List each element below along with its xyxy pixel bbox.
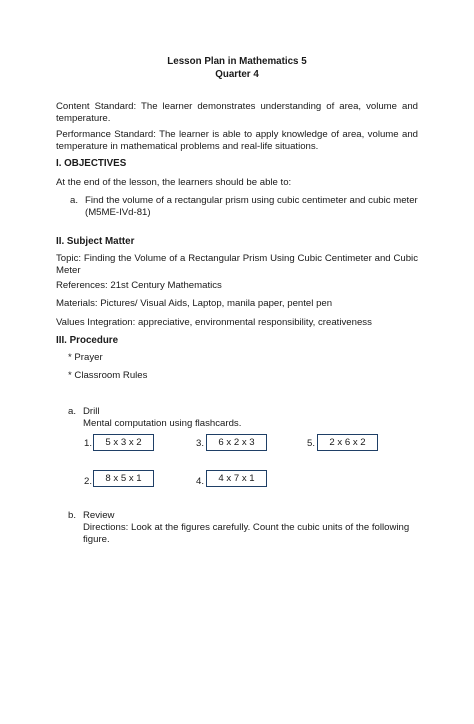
flashcard-number-4: 4. <box>196 476 205 487</box>
review-marker: b. <box>68 510 77 521</box>
performance-standard: Performance Standard: The learner is able to apply knowledge of area, volume and temperature in mathematical problems and real-life situations. <box>56 129 418 152</box>
flashcard-number-5: 5. <box>307 438 316 449</box>
review-directions-line1: Directions: Look at the figures carefully. Count the cubic units of the following <box>83 522 410 533</box>
subject-materials: Materials: Pictures/ Visual Aids, Laptop, manila paper, pentel pen <box>56 298 333 309</box>
subject-values: Values Integration: appreciative, environmental responsibility, creativeness <box>56 317 372 328</box>
objectives-heading: I. OBJECTIVES <box>56 158 127 169</box>
review-directions-line2: figure. <box>83 534 110 545</box>
document-subtitle: Quarter 4 <box>215 69 259 80</box>
flashcard-2: 8 x 5 x 1 <box>93 470 154 487</box>
drill-marker: a. <box>68 406 77 417</box>
drill-title: Drill <box>83 406 100 417</box>
objective-item-line2: (M5ME-IVd-81) <box>85 207 151 218</box>
flashcard-number-1: 1. <box>84 438 93 449</box>
flashcard-5: 2 x 6 x 2 <box>317 434 378 451</box>
review-title: Review <box>83 510 115 521</box>
subject-references: References: 21st Century Mathematics <box>56 280 222 291</box>
flashcard-3: 6 x 2 x 3 <box>206 434 267 451</box>
procedure-heading: III. Procedure <box>56 335 119 346</box>
procedure-prayer: * Prayer <box>68 352 103 363</box>
subject-topic: Topic: Finding the Volume of a Rectangular Prism Using Cubic Centimeter and Cubic Meter <box>56 253 418 276</box>
objective-marker: a. <box>70 195 79 206</box>
drill-description: Mental computation using flashcards. <box>83 418 242 429</box>
objectives-intro: At the end of the lesson, the learners should be able to: <box>56 177 292 188</box>
flashcard-1: 5 x 3 x 2 <box>93 434 154 451</box>
content-standard: Content Standard: The learner demonstrates understanding of area, volume and temperature. <box>56 101 418 124</box>
flashcard-number-3: 3. <box>196 438 205 449</box>
subject-matter-heading: II. Subject Matter <box>56 236 135 247</box>
flashcard-number-2: 2. <box>84 476 93 487</box>
document-title: Lesson Plan in Mathematics 5 <box>167 56 307 67</box>
procedure-classroom-rules: * Classroom Rules <box>68 370 148 381</box>
objective-item-line1: Find the volume of a rectangular prism using cubic centimeter and cubic meter <box>85 195 418 206</box>
flashcard-4: 4 x 7 x 1 <box>206 470 267 487</box>
